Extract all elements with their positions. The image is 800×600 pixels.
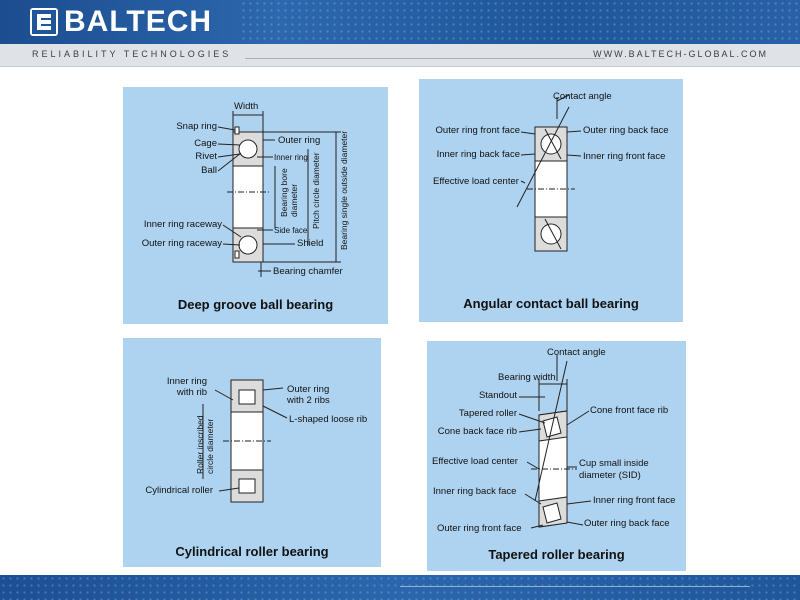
effective-load-center-label: Effective load center	[432, 456, 518, 467]
outer-ring-front-face-label: Outer ring front face	[437, 523, 522, 534]
inner-ring-front-face-label: Inner ring front face	[583, 151, 666, 162]
brand-name: BALTECH	[64, 5, 213, 38]
angular-contact-caption: Angular contact ball bearing	[463, 296, 639, 311]
inner-ring-front-face-label: Inner ring front face	[593, 495, 676, 506]
deep-groove-caption: Deep groove ball bearing	[177, 297, 334, 312]
roller-inscribed-label-2: circle diameter	[205, 418, 215, 474]
cylindrical-caption: Cylindrical roller bearing	[175, 544, 329, 559]
outer-ring-back-face-label: Outer ring back face	[584, 518, 670, 529]
cone-front-face-rib-label: Cone front face rib	[590, 405, 669, 416]
header-pattern	[240, 0, 800, 44]
outer-ring-back-face-label: Outer ring back face	[583, 125, 669, 136]
inner-ring-back-face-label: Inner ring back face	[433, 486, 517, 497]
tagline: RELIABILITY TECHNOLOGIES	[32, 49, 232, 59]
effective-load-center-label: Effective load center	[433, 176, 519, 187]
pitch-circle-diameter-label: Pitch circle diameter	[311, 152, 321, 229]
tapered-panel	[427, 341, 686, 571]
outer-ring-label: Outer ring	[278, 135, 321, 146]
contact-angle-label: Contact angle	[547, 347, 606, 358]
inner-ring-raceway-label: Inner ring raceway	[143, 219, 222, 230]
inner-ring-with-rib-label-1: Inner ring	[166, 376, 207, 387]
bore-diameter-label: Bearing bore diameter	[279, 168, 299, 217]
shield-label: Shield	[297, 238, 324, 249]
cage-label: Cage	[194, 138, 217, 149]
outer-ring-front-face-label: Outer ring front face	[435, 125, 520, 136]
cup-sid-label-2: diameter (SID)	[579, 470, 641, 481]
header-bar	[0, 0, 800, 44]
footer-pattern	[0, 575, 800, 600]
l-shaped-loose-rib-label: L-shaped loose rib	[289, 414, 368, 425]
snap-ring-label: Snap ring	[176, 121, 217, 132]
footer-divider	[400, 586, 750, 587]
angular-contact-panel	[419, 79, 683, 322]
roller-inscribed-label-1: Roller inscribed	[195, 415, 205, 474]
outer-ring-2-ribs-label-1: Outer ring	[287, 384, 330, 395]
tapered-roller-label: Tapered roller	[458, 408, 517, 419]
width-label: Width	[234, 101, 259, 112]
baltech-logo-icon	[30, 8, 58, 36]
tapered-caption: Tapered roller bearing	[488, 547, 625, 562]
outside-diameter-label: Bearing single outside diameter	[339, 130, 349, 250]
inner-ring-back-face-label: Inner ring back face	[436, 149, 520, 160]
bearing-width-label: Bearing width	[498, 372, 556, 383]
contact-angle-label: Contact angle	[553, 91, 612, 102]
cylindrical-panel	[123, 338, 381, 567]
cylindrical-roller-label: Cylindrical roller	[145, 485, 213, 496]
cylindrical-drawing	[123, 338, 381, 567]
footer-bar	[0, 575, 800, 600]
bearing-chamfer-label: Bearing chamfer	[273, 266, 343, 277]
deep-groove-panel	[123, 87, 388, 324]
website-link[interactable]: WWW.BALTECH-GLOBAL.COM	[593, 49, 768, 59]
divider	[245, 58, 605, 59]
side-face-label: Side face	[274, 226, 308, 235]
inner-ring-with-rib-label-2: with rib	[176, 387, 207, 398]
standout-label: Standout	[478, 390, 517, 401]
ball-label: Ball	[201, 165, 217, 176]
angular-contact-drawing	[419, 79, 683, 322]
cup-sid-label-1: Cup small inside	[579, 458, 649, 469]
outer-ring-raceway-label: Outer ring raceway	[141, 238, 222, 249]
cone-back-face-rib-label: Cone back face rib	[437, 426, 517, 437]
outer-ring-2-ribs-label-2: with 2 ribs	[287, 395, 330, 406]
inner-ring-label: Inner ring	[274, 153, 308, 162]
rivet-label: Rivet	[195, 151, 217, 162]
